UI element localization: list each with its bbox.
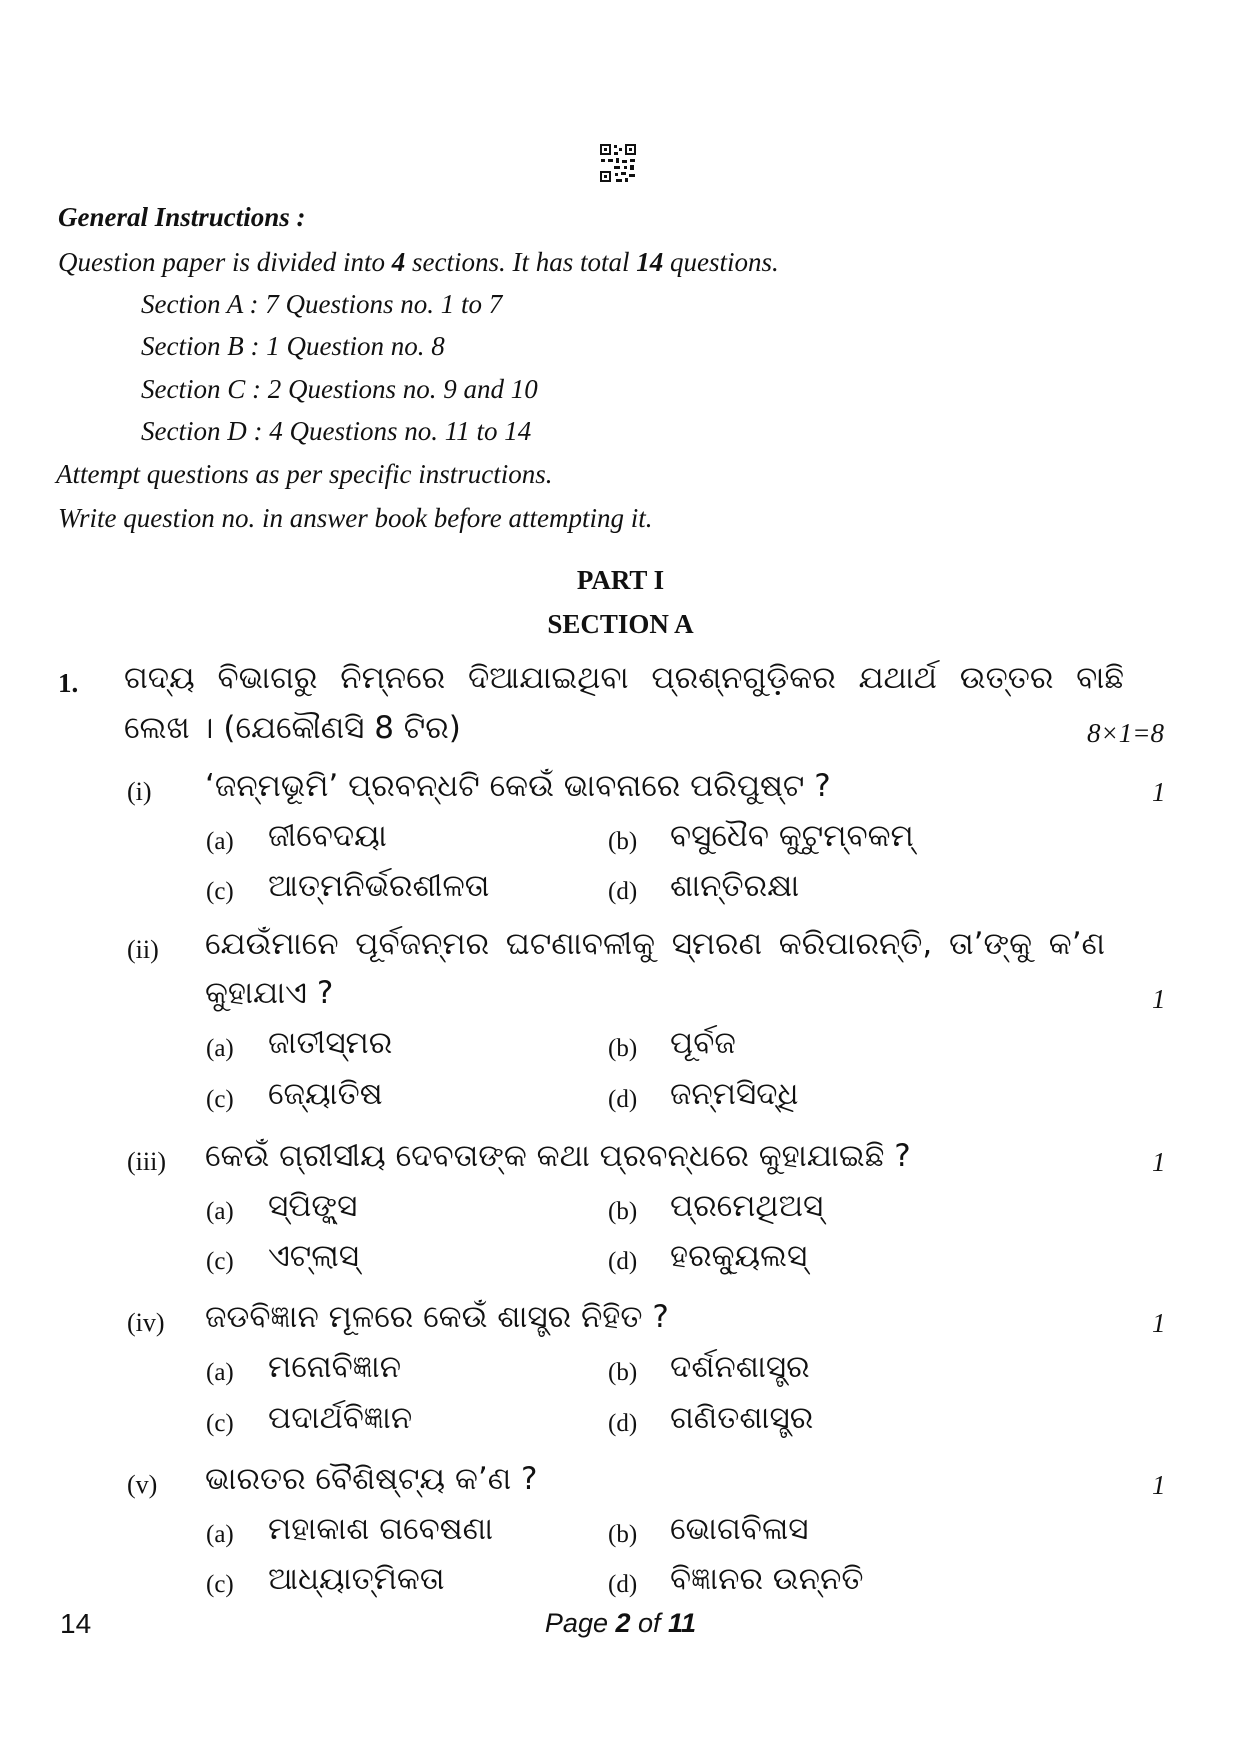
option-text: ଏଟ୍‌ଲାସ୍ xyxy=(268,1238,360,1274)
option-text: ଜୀବେଦୟା xyxy=(268,818,387,854)
option-label: (a) xyxy=(206,1035,234,1062)
option-text: ହରକ୍ୟୁଲସ୍ xyxy=(670,1238,808,1274)
question-text-line2: ଲେଖ । (ଯେକୌଣସି 8 ଟିର) xyxy=(124,710,461,746)
option-label: (a) xyxy=(206,1359,234,1386)
subquestion-mark: 1 xyxy=(1152,1308,1166,1338)
paper-code: 14 xyxy=(60,1608,92,1639)
part-heading: PART I xyxy=(576,565,665,595)
subquestion-text: କେଉଁ ଗ୍ରୀସୀୟ ଦେବତାଙ୍କ କଥା ପ୍ରବନ୍ଧରେ କୁହାଯାଇଛି ? xyxy=(205,1138,911,1174)
option-label: (b) xyxy=(608,1198,638,1225)
option-text: ଜନ୍ମସିଦ୍ଧି xyxy=(670,1076,799,1112)
option-text: ଗଣିତଶାସ୍ତ୍ର xyxy=(670,1400,814,1436)
option-label: (d) xyxy=(608,1086,638,1113)
subquestion-text-line2: କୁହାଯାଏ ? xyxy=(205,975,334,1011)
option-label: (b) xyxy=(608,1521,638,1548)
section-d-info: Section D : 4 Questions no. 11 to 14 xyxy=(141,416,532,446)
option-label: (c) xyxy=(206,1571,234,1598)
option-text: ବିଜ୍ଞାନର ଉନ୍ନତି xyxy=(670,1561,864,1597)
option-text: ଶାନ୍ତିରକ୍ଷା xyxy=(670,868,800,904)
question-marks: 8×1=8 xyxy=(1087,718,1164,748)
option-text: ଜାତୀସ୍ମର xyxy=(268,1025,393,1061)
section-c-info: Section C : 2 Questions no. 9 and 10 xyxy=(141,374,538,404)
option-text: ଜ୍ୟୋତିଷ xyxy=(268,1076,383,1112)
subquestion-number: (v) xyxy=(127,1470,158,1499)
option-label: (b) xyxy=(608,828,638,855)
subquestion-number: (iv) xyxy=(127,1308,165,1337)
option-label: (d) xyxy=(608,1571,638,1598)
option-label: (d) xyxy=(608,878,638,905)
option-label: (a) xyxy=(206,1198,234,1225)
option-text: ପଦାର୍ଥବିଜ୍ଞାନ xyxy=(268,1400,413,1436)
subquestion-text: ଜଡବିଜ୍ଞାନ ମୂଳରେ କେଉଁ ଶାସ୍ତ୍ର ନିହିତ ? xyxy=(205,1299,669,1335)
instructions-write: Write question no. in answer book before attempting it. xyxy=(58,503,653,533)
option-text: ମହାକାଶ ଗବେଷଣା xyxy=(268,1511,494,1547)
option-label: (c) xyxy=(206,1086,234,1113)
subquestion-text: ଭାରତର ବୈଶିଷ୍ଟ୍ୟ କ’ଣ ? xyxy=(205,1461,538,1497)
subquestion-number: (ii) xyxy=(127,935,159,964)
section-a-info: Section A : 7 Questions no. 1 to 7 xyxy=(141,289,503,319)
subquestion-number: (iii) xyxy=(127,1147,166,1176)
option-label: (d) xyxy=(608,1410,638,1437)
option-text: ଆଧ୍ୟାତ୍ମିକତା xyxy=(268,1561,445,1597)
option-text: ଆତ୍ମନିର୍ଭରଶୀଳତା xyxy=(268,868,490,904)
qr-code-icon xyxy=(599,143,637,183)
instructions-title: General Instructions : xyxy=(58,202,306,232)
subquestion-number: (i) xyxy=(127,777,152,806)
option-text: ଭୋଗବିଳାସ xyxy=(670,1511,809,1547)
subquestion-mark: 1 xyxy=(1152,1147,1166,1177)
subquestion-text: ‘ଜନ୍ମଭୂମି’ ପ୍ରବନ୍ଧଟି କେଉଁ ଭାବନାରେ ପରିପୁଷ୍ଟ ? xyxy=(205,768,831,804)
option-label: (c) xyxy=(206,878,234,905)
option-label: (d) xyxy=(608,1248,638,1275)
subquestion-mark: 1 xyxy=(1152,777,1166,807)
option-label: (b) xyxy=(608,1359,638,1386)
option-label: (c) xyxy=(206,1248,234,1275)
instructions-line-summary: Question paper is divided into 4 sections. It has total 14 questions. xyxy=(58,247,779,277)
option-label: (b) xyxy=(608,1035,638,1062)
section-heading: SECTION A xyxy=(547,609,694,639)
option-label: (c) xyxy=(206,1410,234,1437)
question-number: 1. xyxy=(58,668,79,698)
option-text: ପ୍ରମେଥିଅସ୍ xyxy=(670,1188,824,1224)
option-label: (a) xyxy=(206,1521,234,1548)
option-text: ମନୋବିଜ୍ଞାନ xyxy=(268,1349,402,1385)
option-text: ସ୍ପିଙ୍କ୍ସ xyxy=(268,1188,358,1224)
subquestion-text: ଯେଉଁମାନେ ପୂର୍ବଜନ୍ମର ଘଟଣାବଳୀକୁ ସ୍ମରଣ କରିପାରନ୍ତି, ତା’ଙ୍କୁ କ’ଣ xyxy=(205,926,1105,962)
section-b-info: Section B : 1 Question no. 8 xyxy=(141,331,445,361)
option-text: ବସୁଧୈବ କୁଟୁମ୍ବକମ୍ xyxy=(670,818,914,854)
page-number: Page 2 of 11 xyxy=(544,1608,697,1638)
instructions-attempt: Attempt questions as per specific instructions. xyxy=(56,459,553,489)
option-text: ପୂର୍ବଜ xyxy=(670,1025,736,1061)
subquestion-mark: 1 xyxy=(1152,984,1166,1014)
subquestion-mark: 1 xyxy=(1152,1470,1166,1500)
question-text-line1: ଗଦ୍ୟ ବିଭାଗରୁ ନିମ୍ନରେ ଦିଆଯାଇଥିବା ପ୍ରଶ୍ନଗୁଡ଼ିକର ଯଥାର୍ଥ ଉତ୍ତର ବାଛି xyxy=(124,660,1124,696)
option-label: (a) xyxy=(206,828,234,855)
option-text: ଦର୍ଶନଶାସ୍ତ୍ର xyxy=(670,1349,810,1385)
